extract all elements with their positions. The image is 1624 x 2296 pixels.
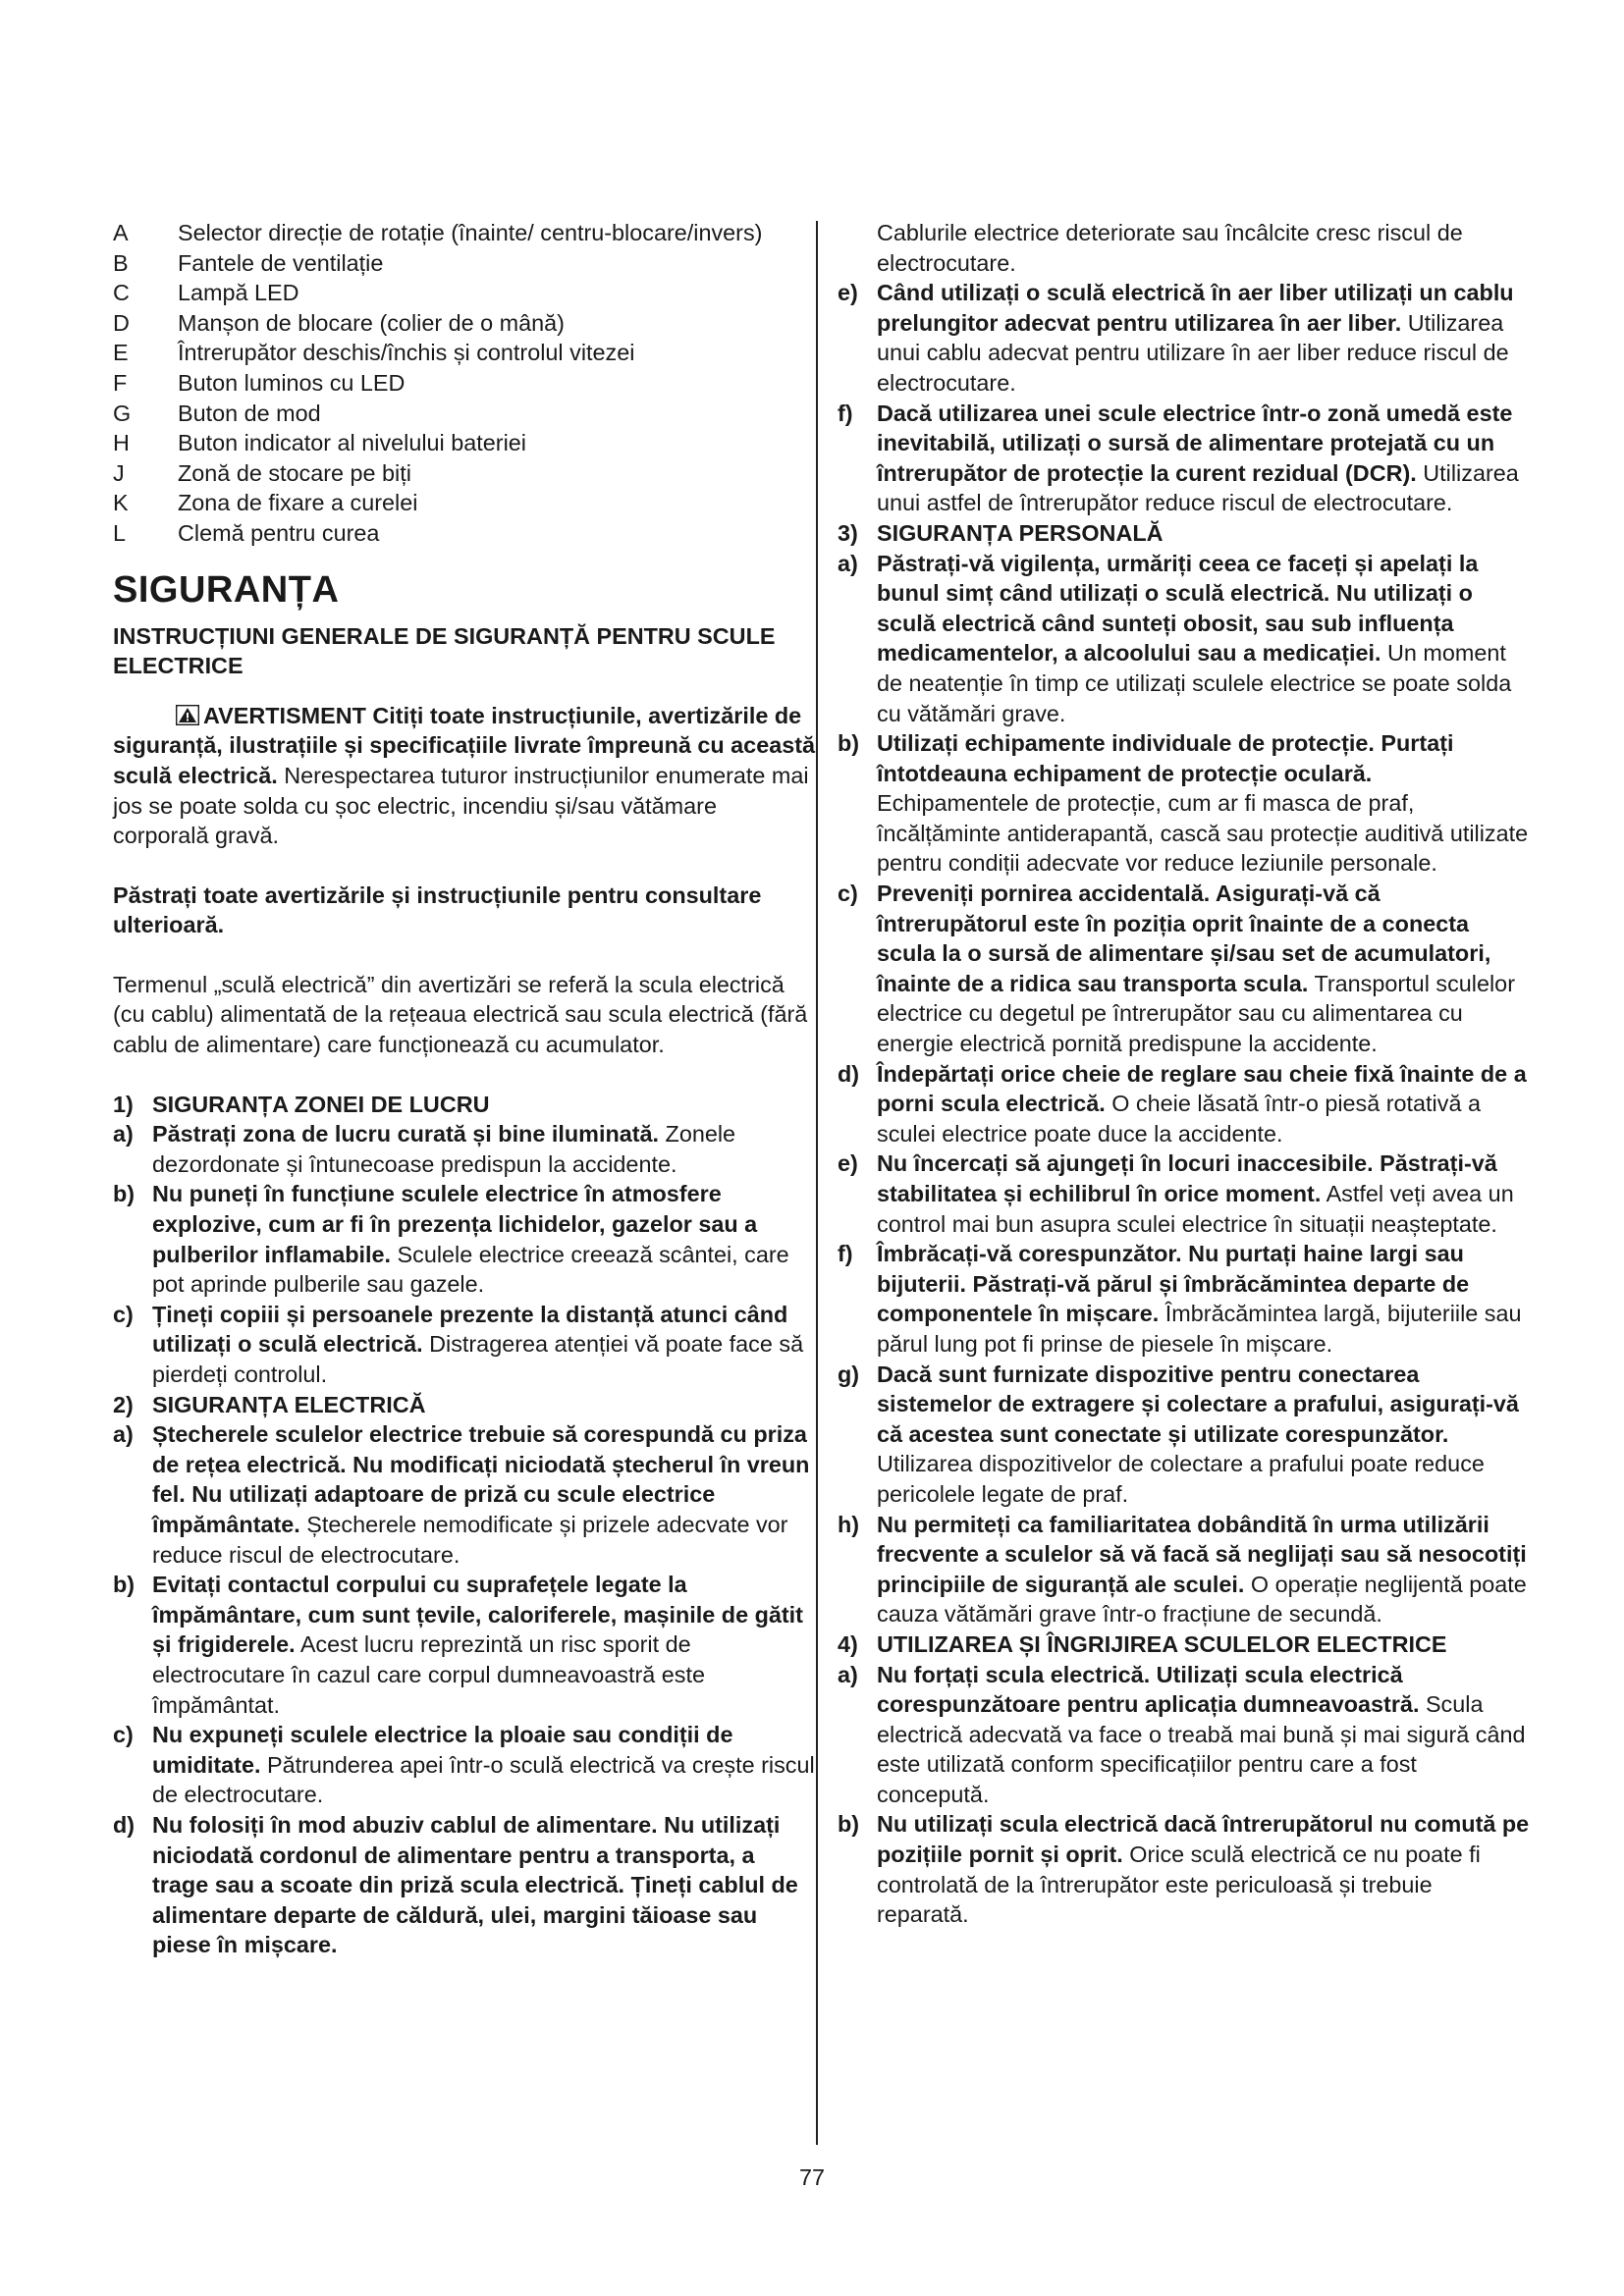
column-divider bbox=[816, 221, 818, 2145]
list-item: d) Nu folosiți în mod abuziv cablul de alimentare. Nu utilizați niciodată cordonul de alimentare pentru a transporta, a trage sau a scoate din priză scula electrică. Țineți cablul de alimentare departe de căldură, ulei, margini tăioase sau piese în mișcare. bbox=[113, 1811, 798, 1958]
list-item: e) Când utilizați o sculă electrică în aer liber utilizați un cablu prelungitor adecvat pentru utilizarea în aer liber. Utilizarea unui cablu adecvat pentru utilizare în aer liber reduce riscul de electrocutare. bbox=[838, 280, 1514, 396]
legend-item: B Fantele de ventilație bbox=[113, 249, 384, 276]
legend-item: L Clemă pentru curea bbox=[113, 519, 380, 546]
list-item: f) Îmbrăcați-vă corespunzător. Nu purtați haine largi sau bijuterii. Păstrați-vă părul și îmbrăcămintea departe de componentele în mișcare. Îmbrăcămintea largă, bijuteriile sau părul lung pot fi prinse de piesele în mișcare. bbox=[838, 1241, 1522, 1357]
legend-item: A Selector direcție de rotație (înainte/ centru-blocare/invers) bbox=[113, 220, 763, 245]
section-header: 2) SIGURANȚA ELECTRICĂ bbox=[113, 1391, 426, 1417]
list-item: h) Nu permiteți ca familiaritatea dobândită în urma utilizării frecvente a sculelor să vă facă să neglijați sau să nesocotiți principiile de siguranță ale sculei. O operație neglijentă poate cauza vătămări grave într-o fracțiune de secundă. bbox=[838, 1511, 1527, 1628]
list-item: c) Țineți copiii și persoanele prezente la distanță atunci când utilizați o sculă electrică. Distragerea atenției vă poate face să pierdeți controlul. bbox=[113, 1301, 804, 1387]
list-item: b) Nu puneți în funcțiune sculele electrice în atmosfere explozive, cum ar fi în prezența lichidelor, gazelor sau a pulberilor inflamabile. Sculele electrice creează scântei, care pot aprinde pulberile sau gazele. bbox=[113, 1181, 789, 1298]
warning-paragraph: AVERTISMENT Citiți toate instrucțiunile, avertizările de siguranță, ilustrațiile și specificațiile livrate împreună cu această sculă electrică. Nerespectarea tuturor instrucțiunilor enumerate mai jos se poate solda cu șoc electric, incendiu și/sau vătămare corporală gravă. bbox=[113, 702, 816, 849]
term-definition: Termenul „sculă electrică” din avertizări se referă la scula electrică (cu cablu) alimentată de la rețeaua electrică sau scula electrică (fără cablu de alimentare) care funcționează cu acumulator. bbox=[113, 971, 808, 1058]
list-item: c) Nu expuneți sculele electrice la ploaie sau condiții de umiditate. Pătrunderea apei într-o sculă electrică va crește riscul de electrocutare. bbox=[113, 1722, 815, 1808]
legend-item: K Zona de fixare a curelei bbox=[113, 490, 418, 516]
list-item: a) Ștecherele sculelor electrice trebuie să corespundă cu priza de rețea electrică. Nu modificați niciodată ștecherul în vreun fel. Nu utilizați adaptoare de priză cu scule electrice împământate. Ștecherele nemodificate și prizele adecvate vor reduce riscul de electrocutare. bbox=[113, 1421, 810, 1568]
legend-item: D Manșon de blocare (colier de o mână) bbox=[113, 309, 565, 336]
list-item: f) Dacă utilizarea unei scule electrice într-o zonă umedă este inevitabilă, utilizați o sursă de alimentare protejată cu un întrerupător de protecție la curent rezidual (DCR). Utilizarea unui astfel de întrerupător reduce riscul de electrocutare. bbox=[838, 400, 1519, 516]
list-item: b) Nu utilizați scula electrică dacă întrerupătorul nu comută pe pozițiile pornit și oprit. Orice sculă electrică ce nu poate fi controlată de la întrerupător este periculoasă și trebuie reparată. bbox=[838, 1811, 1530, 1928]
section-subtitle: INSTRUCȚIUNI GENERALE DE SIGURANȚĂ PENTRU SCULE ELECTRICE bbox=[113, 622, 776, 679]
legend-item: E Întrerupător deschis/închis și controlul vitezei bbox=[113, 340, 635, 366]
legend-item: J Zonă de stocare pe biți bbox=[113, 459, 411, 486]
section-title: SIGURANȚA bbox=[113, 568, 340, 611]
section-header: 3) SIGURANȚA PERSONALĂ bbox=[838, 519, 1164, 546]
keep-note: Păstrați toate avertizările și instrucțiunile pentru consultare ulterioară. bbox=[113, 881, 762, 938]
list-item: e) Nu încercați să ajungeți în locuri inaccesibile. Păstrați-vă stabilitatea și echilibrul în orice moment. Astfel veți avea un control mai bun asupra sculei electrice în situații neașteptate. bbox=[838, 1150, 1514, 1237]
legend-item: C Lampă LED bbox=[113, 280, 299, 306]
list-item: b) Evitați contactul corpului cu suprafețele legate la împământare, cum sunt țevile, caloriferele, mașinile de gătit și frigiderele. Acest lucru reprezintă un risc sporit de electrocutare în cazul care corpul dumneavoastră este împământat. bbox=[113, 1572, 803, 1718]
list-item: a) Păstrați-vă vigilența, urmăriți ceea ce faceți și apelați la bunul simț când utilizați o sculă electrică. Nu utilizați o sculă electrică când sunteți obosit, sau sub influența medicamentelor, a alcoolului sau a medicației. Un moment de neatenție în timp ce utilizați sculele electrice se poate solda cu vătămări grave. bbox=[838, 550, 1512, 726]
legend-item: G Buton de mod bbox=[113, 400, 321, 426]
page-number: 77 bbox=[798, 2164, 826, 2190]
parts-legend bbox=[113, 218, 815, 549]
list-item: a) Păstrați zona de lucru curată și bine iluminată. Zonele dezordonate și întunecoase predispun la accidente. bbox=[113, 1121, 736, 1177]
continued-text: Cablurile electrice deteriorate sau încâlcite cresc riscul de electrocutare. bbox=[877, 220, 1463, 276]
right-column bbox=[838, 218, 1530, 1930]
section-header: 1) SIGURANȚA ZONEI DE LUCRU bbox=[113, 1091, 490, 1117]
list-item: g) Dacă sunt furnizate dispozitive pentru conectarea sistemelor de extragere și colectare a prafului, asigurați-vă că acestea sunt conectate și utilizate corespunzător. Utilizarea dispozitivelor de colectare a prafului poate reduce pericolele legate de praf. bbox=[838, 1361, 1519, 1507]
legend-item: H Buton indicator al nivelului bateriei bbox=[113, 430, 526, 456]
warning-icon bbox=[176, 705, 199, 725]
legend-item: F Buton luminos cu LED bbox=[113, 369, 406, 396]
list-item: b) Utilizați echipamente individuale de protecție. Purtați întotdeauna echipament de protecție oculară. Echipamentele de protecție, cum ar fi masca de praf, încălțăminte antiderapantă, cască sau protecție auditivă utilizate pentru condiții adecvate vor reduce leziunile personale. bbox=[838, 730, 1529, 877]
list-item: a) Nu forțați scula electrică. Utilizați scula electrică corespunzătoare pentru aplicația dumneavoastră. Scula electrică adecvată va face o treabă mai bună și mai sigură când este utilizată conform specificațiilor pentru care a fost concepută. bbox=[838, 1661, 1526, 1807]
section-header: 4) UTILIZAREA ȘI ÎNGRIJIREA SCULELOR ELECTRICE bbox=[838, 1630, 1447, 1657]
list-item: c) Preveniți pornirea accidentală. Asigurați-vă că întrerupătorul este în poziția oprit înainte de a conecta scula la o sursă de alimentare și/sau set de acumulatori, înainte de a ridica sau transporta scula. Transportul sculelor electrice cu degetul pe întrerupător sau cu alimentarea cu energie electrică pornită predispune la accidente. bbox=[838, 881, 1515, 1057]
left-column bbox=[113, 218, 815, 1960]
list-item: d) Îndepărtați orice cheie de reglare sau cheie fixă înainte de a porni scula electrică. O cheie lăsată într-o piesă rotativă a sculei electrice poate duce la accidente. bbox=[838, 1060, 1527, 1147]
